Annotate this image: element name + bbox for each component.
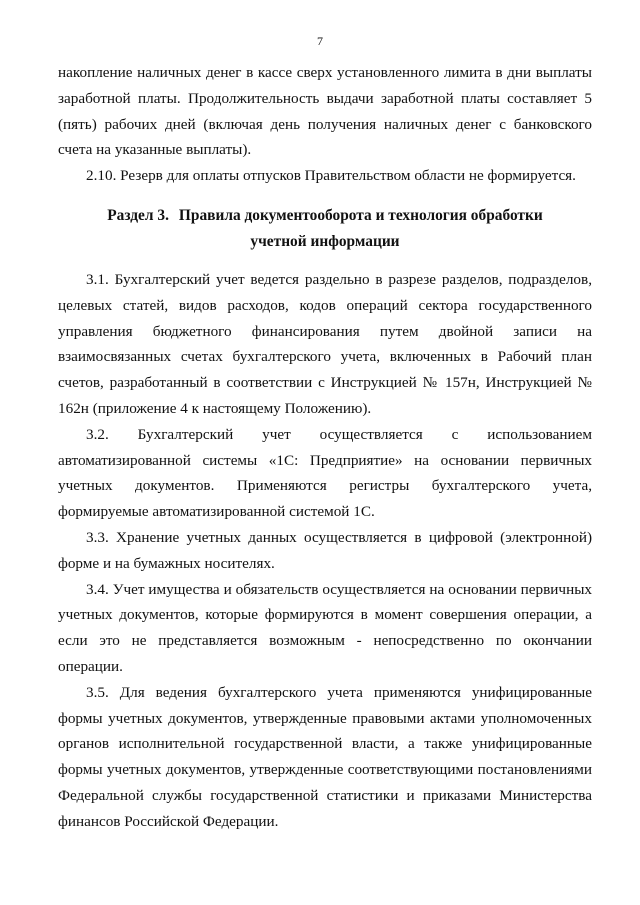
paragraph-3-2: 3.2. Бухгалтерский учет осуществляется с использованием автоматизированной системы «1С: Предприятие» на основании первичных учетных документов. Применяются регистры бухгалтерского учета, формируемые автоматизированной системой 1С. (58, 425, 592, 521)
section-heading (58, 203, 592, 255)
section-number: Раздел 3. (107, 206, 169, 224)
page-number: 7 (317, 34, 323, 48)
paragraph-3-5: 3.5. Для ведения бухгалтерского учета применяются унифицированные формы учетных документов, утвержденные правовыми актами уполномоченных органов исполнительной государственной власти, а также унифицированные формы учетных документов, утвержденные соответствующими постановлениями Федеральной службы государственной статистики и приказами Министерства финансов Российской Федерации. (58, 683, 592, 830)
paragraph-3-3: 3.3. Хранение учетных данных осуществляется в цифровой (электронной) форме и на бумажных носителях. (58, 528, 592, 572)
document-body (58, 60, 592, 835)
section-title-line2: учетной информации (250, 232, 400, 250)
paragraph-2-10: 2.10. Резерв для оплаты отпусков Правительством области не формируется. (86, 167, 576, 185)
paragraph-continuation: накопление наличных денег в кассе сверх установленного лимита в дни выплаты заработной платы. Продолжительность выдачи заработной платы составляет 5 (пять) рабочих дней (включая день получения наличных денег с банковского счета на указанные выплаты). (58, 64, 592, 159)
section-heading-line1 (58, 203, 592, 229)
paragraph-3-1: 3.1. Бухгалтерский учет ведется раздельно в разрезе разделов, подразделов, целевых статей, видов расходов, кодов операций сектора государственного управления бюджетного финансирования путем двойной записи на взаимосвязанных счетах бухгалтерского учета, включенных в Рабочий план счетов, разработанный в соответствии с Инструкцией № 157н, Инструкцией № 162н (приложение 4 к настоящему Положению). (58, 270, 592, 417)
paragraph-3-4: 3.4. Учет имущества и обязательств осуществляется на основании первичных учетных документов, которые формируются в момент совершения операции, а если это не представляется возможным - непосредственно по окончании операции. (58, 580, 592, 675)
section-title-line1: Правила документооборота и технология обработки (178, 206, 543, 224)
